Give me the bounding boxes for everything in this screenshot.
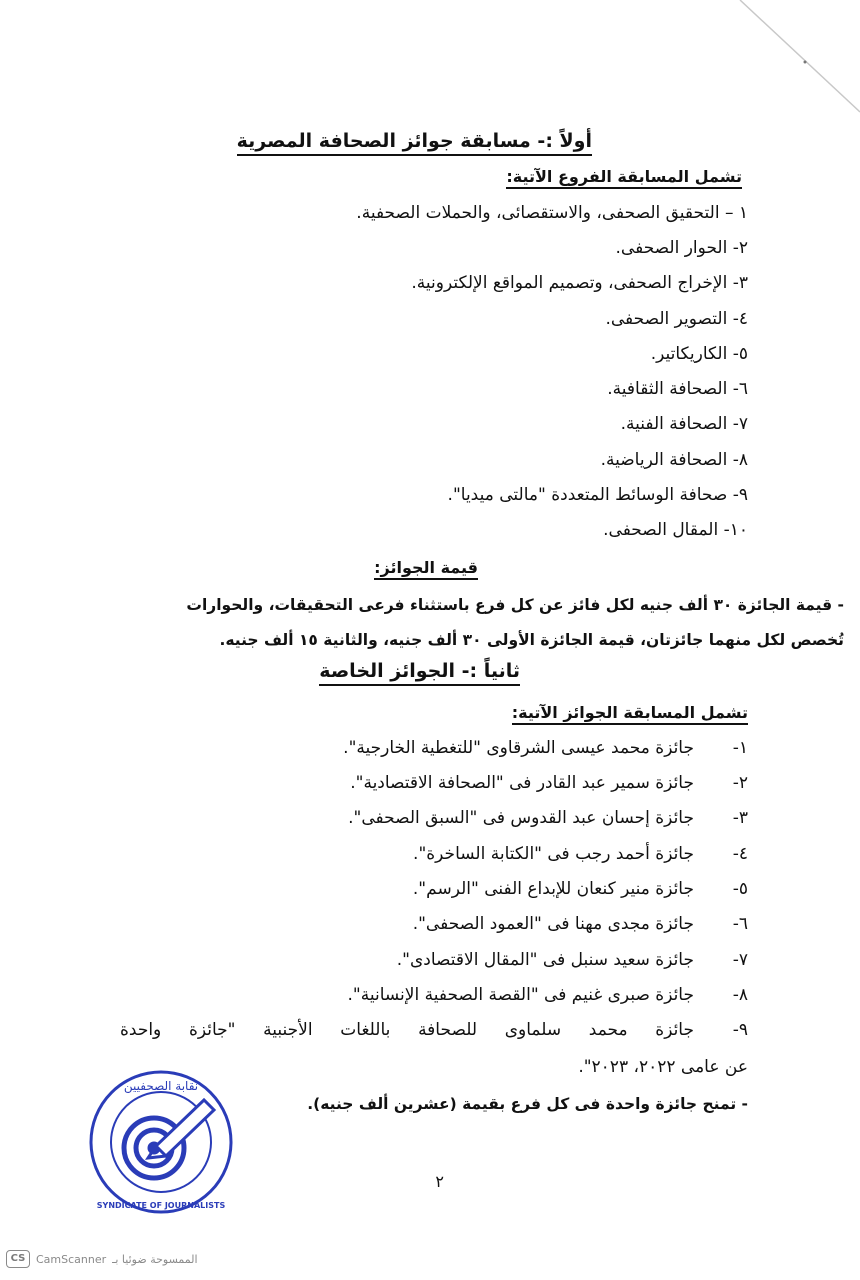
award-number: ٩- <box>732 1020 748 1040</box>
section1-subheading: تشمل المسابقة الفروع الآتية: <box>506 167 742 189</box>
award-text: جائزة محمد عيسى الشرقاوى "للتغطية الخارجية". <box>343 738 694 758</box>
award-text: جائزة صبرى غنيم فى "القصة الصحفية الإنسانية". <box>347 985 694 1005</box>
award-number: ١- <box>732 738 748 758</box>
award-number: ٥- <box>732 879 748 899</box>
list-item <box>413 844 748 864</box>
list-item <box>120 1020 748 1040</box>
list-item: ٤- التصوير الصحفى. <box>605 309 748 329</box>
list-item <box>348 808 748 828</box>
award-number: ٤- <box>732 844 748 864</box>
award-text: جائزة مجدى مهنا فى "العمود الصحفى". <box>412 914 694 934</box>
award-number: ٢- <box>732 773 748 793</box>
prize-value-line1: - قيمة الجائزة ٣٠ ألف جنيه لكل فائز عن كل فرع باستثناء فرعى التحقيقات، والحوارات <box>186 596 844 614</box>
list-item: ٨- الصحافة الرياضية. <box>600 450 748 470</box>
page-number: ٢ <box>435 1172 444 1191</box>
camscanner-name: CamScanner <box>36 1252 107 1266</box>
camscanner-caption: الممسوحة ضوئيا بـ <box>112 1252 198 1266</box>
award-continuation: عن عامى ٢٠٢٢، ٢٠٢٣". <box>578 1057 748 1077</box>
section1-title: أولاً :- مسابقة جوائز الصحافة المصرية <box>237 130 592 156</box>
award-number: ٨- <box>732 985 748 1005</box>
award-text: جائزة إحسان عبد القدوس فى "السبق الصحفى". <box>348 808 694 828</box>
list-item <box>413 914 748 934</box>
list-item: ٢- الحوار الصحفى. <box>615 238 748 258</box>
syndicate-stamp-icon <box>86 1062 236 1222</box>
prize-value-heading: قيمة الجوائز: <box>374 558 478 580</box>
award-number: ٦- <box>732 914 748 934</box>
award-text: جائزة سمير عبد القادر فى "الصحافة الاقتصادية". <box>350 773 694 793</box>
award-number: ٧- <box>732 950 748 970</box>
list-item: ٩- صحافة الوسائط المتعددة "مالتى ميديا". <box>447 485 748 505</box>
list-item: ٦- الصحافة الثقافية. <box>607 379 748 399</box>
section2-title: ثانياً :- الجوائز الخاصة <box>319 660 520 686</box>
list-item <box>413 879 748 899</box>
prize-value-line2: تُخصص لكل منهما جائزتان، قيمة الجائزة الأولى ٣٠ ألف جنيه، والثانية ١٥ ألف جنيه. <box>219 631 844 649</box>
award-number: ٣- <box>732 808 748 828</box>
award-text: جائزة سعيد سنبل فى "المقال الاقتصادى". <box>396 950 694 970</box>
page-fold-mark <box>720 0 860 130</box>
list-item: ٧- الصحافة الفنية. <box>620 414 748 434</box>
scanner-watermark <box>0 1246 198 1272</box>
award-text: جائزة منير كنعان للإبداع الفنى "الرسم". <box>412 879 694 899</box>
award-text: جائزة أحمد رجب فى "الكتابة الساخرة". <box>413 844 694 864</box>
list-item <box>350 773 748 793</box>
grant-note: - تمنح جائزة واحدة فى كل فرع بقيمة (عشرين ألف جنيه). <box>307 1095 748 1113</box>
list-item <box>343 738 748 758</box>
section2-subheading: تشمل المسابقة الجوائز الآتية: <box>512 703 748 725</box>
camscanner-logo-icon: CS <box>6 1250 30 1268</box>
award-text: جائزة محمد سلماوى للصحافة باللغات الأجنبية "جائزة واحدة <box>120 1020 694 1040</box>
svg-text:نقابة الصحفيين: نقابة الصحفيين <box>123 1079 199 1093</box>
list-item: ٣- الإخراج الصحفى، وتصميم المواقع الإلكترونية. <box>411 273 748 293</box>
list-item: ١٠- المقال الصحفى. <box>603 520 748 540</box>
list-item: ١ – التحقيق الصحفى، والاستقصائى، والحملات الصحفية. <box>356 203 748 223</box>
list-item: ٥- الكاريكاتير. <box>650 344 748 364</box>
list-item <box>397 950 748 970</box>
list-item <box>348 985 748 1005</box>
svg-text:SYNDICATE OF JOURNALISTS: SYNDICATE OF JOURNALISTS <box>96 1201 226 1210</box>
